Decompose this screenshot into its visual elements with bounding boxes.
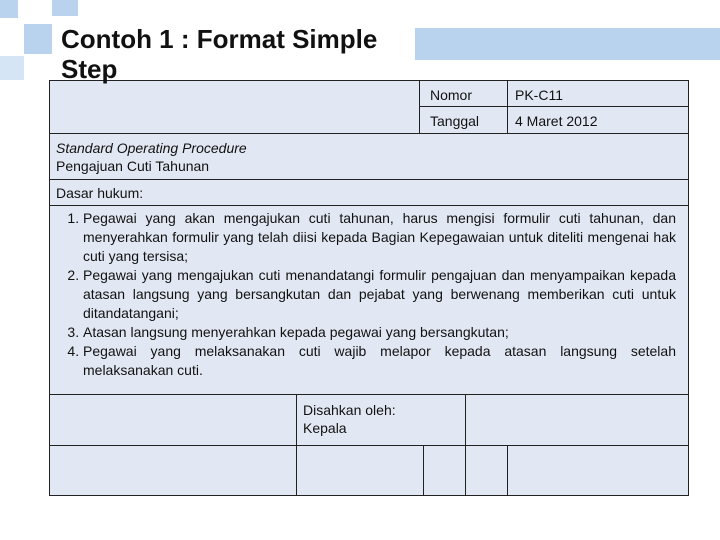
nomor-label: Nomor bbox=[430, 87, 473, 103]
corner-decoration-3 bbox=[24, 24, 52, 54]
signature-role: Kepala bbox=[303, 420, 347, 436]
grid-cell-1 bbox=[49, 445, 297, 496]
nomor-value: PK-C11 bbox=[515, 87, 563, 103]
signature-right-blank bbox=[465, 394, 689, 446]
signature-label-cell bbox=[296, 394, 466, 446]
sop-name: Pengajuan Cuti Tahunan bbox=[56, 158, 210, 174]
dasar-hukum-cell bbox=[49, 179, 689, 206]
tanggal-value-cell bbox=[507, 106, 689, 134]
grid-cell-2 bbox=[296, 445, 424, 496]
dasar-hukum-label: Dasar hukum: bbox=[56, 185, 144, 201]
tanggal-label-cell bbox=[419, 106, 508, 134]
sop-title-cell bbox=[49, 133, 689, 180]
rules-cell bbox=[49, 205, 689, 395]
signature-left-blank bbox=[49, 394, 297, 446]
corner-decoration-4 bbox=[0, 56, 24, 80]
corner-decoration-5 bbox=[415, 28, 720, 60]
signature-label: Disahkan oleh: bbox=[303, 402, 396, 418]
tanggal-label: Tanggal bbox=[430, 113, 480, 129]
tanggal-value: 4 Maret 2012 bbox=[515, 113, 598, 129]
sop-subtitle: Standard Operating Procedure bbox=[56, 140, 247, 156]
rules-list bbox=[53, 209, 676, 380]
page-title: Contoh 1 : Format Simple Step bbox=[53, 24, 415, 80]
grid-cell-4 bbox=[465, 445, 508, 496]
nomor-label-cell bbox=[419, 80, 508, 107]
rule-item: 2. Pegawai yang mengajukan cuti menandatangi formulir pengajuan dan menyampaikan kepada atasan langsung yang bersangkutan dan pejabat yang berwenang memberikan cuti untuk ditandatangani; bbox=[83, 266, 676, 323]
rule-item: 1. Pegawai yang akan mengajukan cuti tahunan, harus mengisi formulir cuti tahunan, dan menyerahkan formulir yang telah diisi kepada Bagian Kepegawaian untuk diteliti mengenai hak cuti yang tersisa; bbox=[83, 209, 676, 266]
rule-item: 4. Pegawai yang melaksanakan cuti wajib melapor kepada atasan langsung setelah melaksanakan cuti. bbox=[83, 342, 676, 380]
nomor-value-cell bbox=[507, 80, 689, 107]
rule-item: 3. Atasan langsung menyerahkan kepada pegawai yang bersangkutan; bbox=[83, 323, 676, 342]
grid-cell-3 bbox=[423, 445, 466, 496]
corner-decoration-2 bbox=[52, 0, 78, 16]
grid-cell-5 bbox=[507, 445, 689, 496]
corner-decoration-1 bbox=[0, 0, 18, 18]
